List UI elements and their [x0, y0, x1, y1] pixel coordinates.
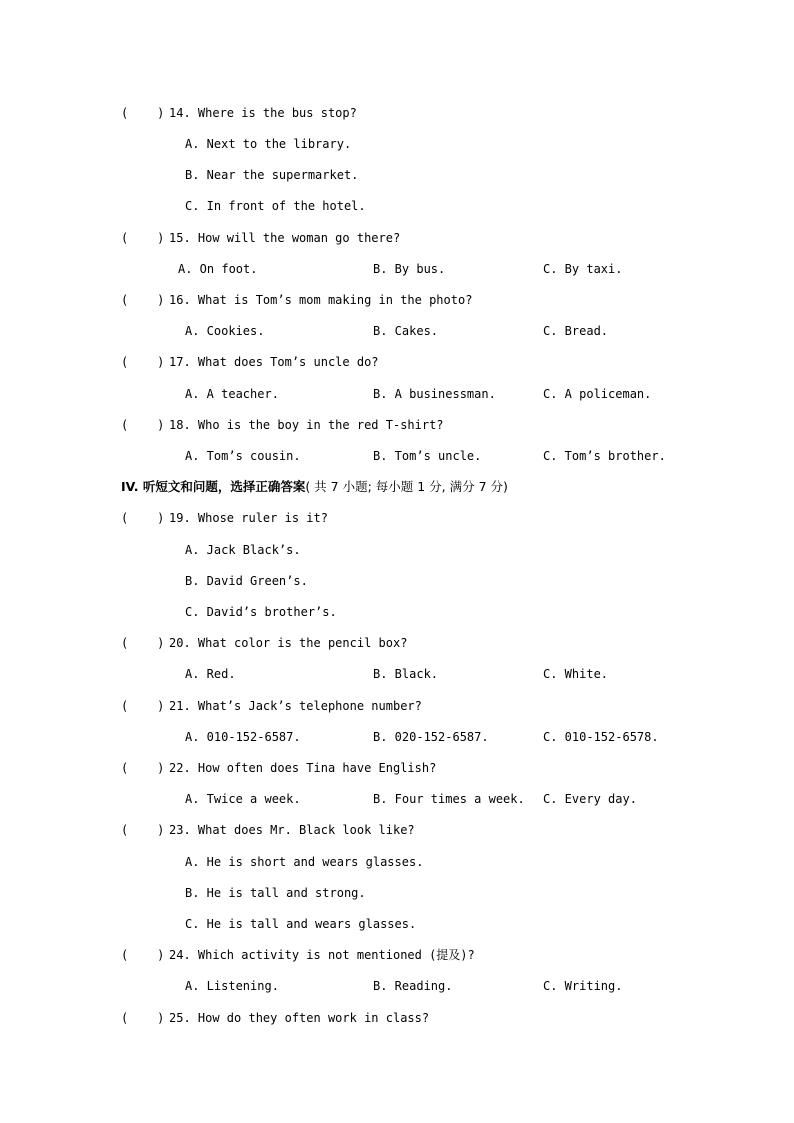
question-text: 14. Where is the bus stop?: [169, 106, 357, 120]
answer-blank[interactable]: ( ): [121, 636, 165, 650]
option-b: B. Tom’s uncle.: [373, 449, 482, 463]
question-text: 25. How do they often work in class?: [169, 1011, 430, 1025]
option-a: A. A teacher.: [185, 387, 279, 401]
option-c: C. Tom’s brother.: [543, 449, 666, 463]
question-text: 24. Which activity is not mentioned (提及)?: [169, 948, 475, 962]
option-c: C. 010-152-6578.: [543, 730, 659, 744]
question-text: 20. What color is the pencil box?: [169, 636, 408, 650]
answer-blank[interactable]: ( ): [121, 106, 165, 120]
section-heading: [121, 478, 508, 496]
option-c: C. Bread.: [543, 324, 609, 338]
question-text: 17. What does Tom’s uncle do?: [169, 355, 379, 369]
option-c: C. White.: [543, 667, 609, 681]
option-b: B. Black.: [373, 667, 439, 681]
option-b: B. He is tall and strong.: [185, 886, 366, 900]
option-a: A. Tom’s cousin.: [185, 449, 301, 463]
option-b: B. A businessman.: [373, 387, 496, 401]
section-title: IV. 听短文和问题，选择正确答案: [121, 479, 306, 494]
answer-blank[interactable]: ( ): [121, 761, 165, 775]
answer-blank[interactable]: ( ): [121, 293, 165, 307]
answer-blank[interactable]: ( ): [121, 823, 165, 837]
option-a: A. Listening.: [185, 979, 279, 993]
option-b: B. Reading.: [373, 979, 453, 993]
option-c: C. He is tall and wears glasses.: [185, 917, 417, 931]
section-note: ( 共 7 小题; 每小题 1 分, 满分 7 分): [305, 479, 508, 494]
option-b: B. David Green’s.: [185, 574, 308, 588]
answer-blank[interactable]: ( ): [121, 511, 165, 525]
answer-blank[interactable]: ( ): [121, 418, 165, 432]
option-c: C. Every day.: [543, 792, 637, 806]
option-a: A. Jack Black’s.: [185, 543, 301, 557]
question-text: 15. How will the woman go there?: [169, 231, 401, 245]
option-a: A. Cookies.: [185, 324, 265, 338]
option-b: B. Near the supermarket.: [185, 168, 359, 182]
question-text: 19. Whose ruler is it?: [169, 511, 328, 525]
option-c: C. Writing.: [543, 979, 623, 993]
answer-blank[interactable]: ( ): [121, 231, 165, 245]
option-b: B. By bus.: [373, 262, 446, 276]
question-text: 16. What is Tom’s mom making in the photo?: [169, 293, 473, 307]
answer-blank[interactable]: ( ): [121, 1011, 165, 1025]
option-c: C. By taxi.: [543, 262, 623, 276]
question-text: 18. Who is the boy in the red T-shirt?: [169, 418, 444, 432]
question-text: 22. How often does Tina have English?: [169, 761, 437, 775]
option-b: B. 020-152-6587.: [373, 730, 489, 744]
option-b: B. Cakes.: [373, 324, 439, 338]
option-a: A. He is short and wears glasses.: [185, 855, 424, 869]
question-text: 21. What’s Jack’s telephone number?: [169, 699, 422, 713]
answer-blank[interactable]: ( ): [121, 355, 165, 369]
option-a: A. On foot.: [178, 262, 258, 276]
option-a: A. Next to the library.: [185, 137, 352, 151]
option-c: C. David’s brother’s.: [185, 605, 337, 619]
option-b: B. Four times a week.: [373, 792, 525, 806]
option-a: A. 010-152-6587.: [185, 730, 301, 744]
answer-blank[interactable]: ( ): [121, 948, 165, 962]
option-c: C. A policeman.: [543, 387, 652, 401]
question-text: 23. What does Mr. Black look like?: [169, 823, 415, 837]
option-a: A. Twice a week.: [185, 792, 301, 806]
answer-blank[interactable]: ( ): [121, 699, 165, 713]
option-c: C. In front of the hotel.: [185, 199, 366, 213]
option-a: A. Red.: [185, 667, 236, 681]
